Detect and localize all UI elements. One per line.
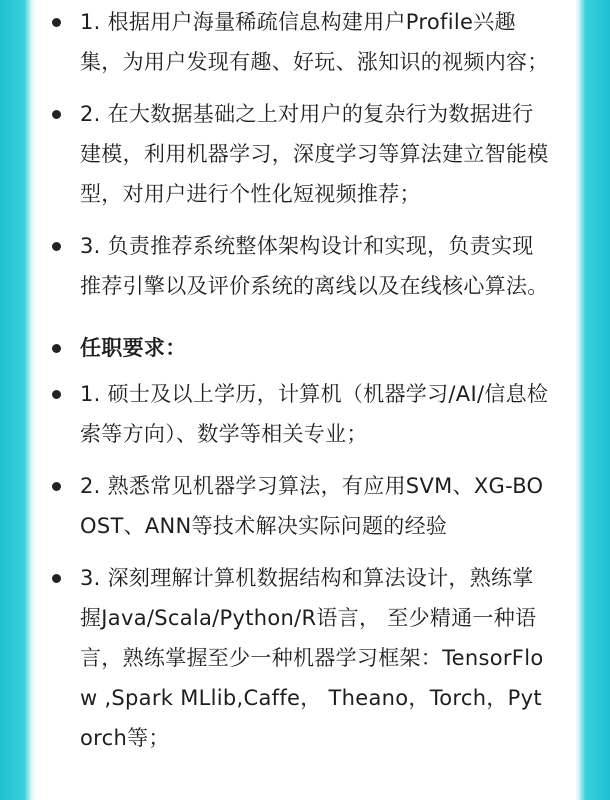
list-item: [36, 2, 576, 82]
list-item-text: 3. 负责推荐系统整体架构设计和实现，负责实现推荐引擎以及评价系统的离线以及在线核心算法。: [80, 234, 549, 298]
bullet-icon: [52, 574, 61, 583]
list-item: [36, 558, 576, 758]
bullet-icon: [52, 482, 61, 491]
bullet-icon: [52, 18, 61, 27]
list-item-text: 2. 熟悉常见机器学习算法，有应用SVM、XG-BOOST、ANN等技术解决实际问题的经验: [80, 474, 544, 538]
list-item-text: 3. 深刻理解计算机数据结构和算法设计，熟练掌握Java/Scala/Python/R语言， 至少精通一种语言，熟练掌握至少一种机器学习框架：TensorFlow ,Spark MLlib,Caffe， Theano，Torch，Pytorch等；: [80, 566, 544, 750]
list-item-text: 1. 根据用户海量稀疏信息构建用户Profile兴趣集，为用户发现有趣、好玩、涨知识的视频内容；: [80, 10, 549, 74]
list-item: [36, 226, 576, 306]
section-heading: [36, 328, 576, 368]
list-item: [36, 374, 576, 454]
section-title: 任职要求：: [80, 336, 187, 360]
job-description-list: [36, 0, 576, 758]
bullet-icon: [52, 110, 61, 119]
bullet-icon: [52, 390, 61, 399]
bullet-icon: [52, 344, 61, 353]
list-item: [36, 94, 576, 214]
list-item-text: 2. 在大数据基础之上对用户的复杂行为数据进行建模，利用机器学习，深度学习等算法建立智能模型，对用户进行个性化短视频推荐；: [80, 102, 549, 206]
document-card: [36, 0, 576, 800]
list-item: [36, 466, 576, 546]
bullet-icon: [52, 242, 61, 251]
list-item-text: 1. 硕士及以上学历，计算机（机器学习/AI/信息检索等方向）、数学等相关专业；: [80, 382, 549, 446]
